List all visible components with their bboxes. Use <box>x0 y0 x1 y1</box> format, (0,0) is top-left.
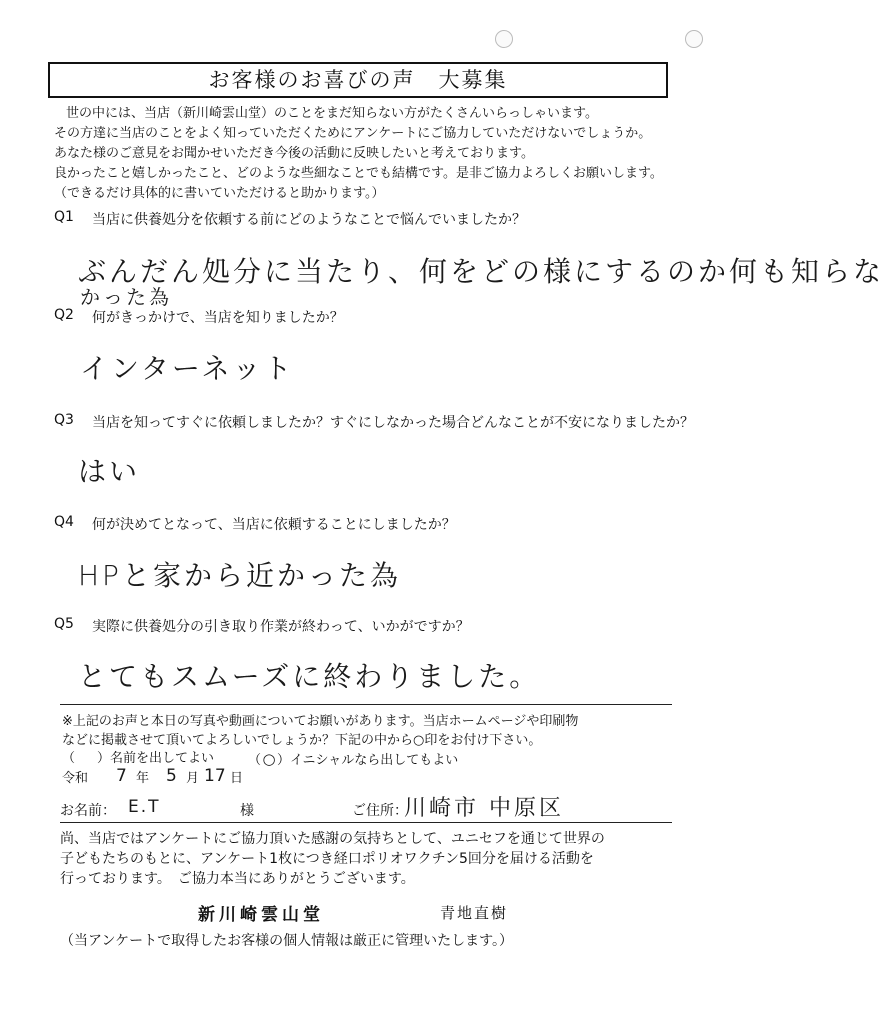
divider <box>60 704 672 705</box>
shop-name: 新川崎雲山堂 <box>198 905 324 925</box>
punch-hole <box>685 30 703 48</box>
option-initials-mark[interactable]: ○ <box>262 750 276 768</box>
question-2-label: Q2 <box>54 307 74 323</box>
name-value: E.T <box>128 797 161 817</box>
footer-line: 尚、当店ではアンケートにご協力頂いた感謝の気持ちとして、ユニセフを通じて世界の <box>60 831 605 847</box>
date-day-value: 17 <box>204 766 226 786</box>
answer-2: インターネット <box>80 352 295 385</box>
punch-hole <box>495 30 513 48</box>
question-4-text: 何が決めてとなって、当店に依頼することにしましたか？ <box>92 517 456 533</box>
address-label: ご住所： <box>352 803 408 819</box>
divider <box>60 822 672 823</box>
option-initials-text: イニシャルなら出してもよい <box>290 753 459 768</box>
answer-1-line-2: かった為 <box>80 285 172 309</box>
date-month-value: 5 <box>166 766 177 786</box>
consent-line: ※上記のお声と本日の写真や動画についてお願いがあります。当店ホームページや印刷物 <box>62 714 579 729</box>
question-1-label: Q1 <box>54 209 74 225</box>
answer-4: HPと家から近かった為 <box>78 559 401 592</box>
intro-line: （できるだけ具体的に書いていただけると助かります。） <box>54 186 385 201</box>
answer-3: はい <box>78 455 141 488</box>
question-3-text: 当店を知ってすぐに依頼しましたか？すぐにしなかった場合どんなことが不安になりましたか？ <box>92 415 694 431</box>
answer-1-line-1: ぶんだん処分に当たり、何をどの様にするのか何も知らな <box>78 255 884 288</box>
date-month-unit: 月 <box>186 771 200 786</box>
date-day-unit: 日 <box>230 771 244 786</box>
option-name-text: 名前を出してよい <box>110 751 215 766</box>
date-year-unit: 年 <box>136 771 150 786</box>
date-year-value: 7 <box>116 766 127 786</box>
footer-line: 子どもたちのもとに、アンケート1枚につき経口ポリオワクチン5回分を届ける活動を <box>60 851 594 867</box>
address-value: 川崎市 中原区 <box>404 796 564 821</box>
intro-line: あなた様のご意見をお聞かせいただき今後の活動に反映したいと考えております。 <box>54 146 534 161</box>
consent-option-name <box>62 750 214 768</box>
option-initials-close-paren: ） <box>277 753 291 768</box>
question-5-text: 実際に供養処分の引き取り作業が終わって、いかがですか？ <box>92 619 470 635</box>
intro-line: 世の中には、当店（新川崎雲山堂）のことをまだ知らない方がたくさんいらっしゃいます。 <box>66 106 598 121</box>
question-1-text: 当店に供養処分を依頼する前にどのようなことで悩んでいましたか？ <box>92 212 526 228</box>
intro-line: 良かったこと嬉しかったこと、どのような些細なことでも結構です。是非ご協力よろしくお願いします。 <box>54 166 663 181</box>
option-initials-open-paren: （ <box>248 753 262 768</box>
name-honorific: 様 <box>240 803 254 819</box>
name-label: お名前： <box>60 803 116 819</box>
question-4-label: Q4 <box>54 514 74 530</box>
option-name-close-paren: ） <box>97 751 111 766</box>
question-5-label: Q5 <box>54 616 74 632</box>
privacy-note: （当アンケートで取得したお客様の個人情報は厳正に管理いたします。） <box>60 933 514 949</box>
intro-line: その方達に当店のことをよく知っていただくためにアンケートにご協力していただけないでしょうか。 <box>54 126 652 141</box>
consent-option-initials <box>248 750 458 770</box>
page-title: お客様のお喜びの声 大募集 <box>48 62 668 98</box>
question-2-text: 何がきっかけで、当店を知りましたか？ <box>92 310 344 326</box>
consent-line: などに掲載させて頂いてよろしいでしょうか？下記の中から○印をお付け下さい。 <box>62 733 542 748</box>
date-era: 令和 <box>62 771 89 786</box>
question-3-label: Q3 <box>54 412 74 428</box>
owner-name: 青地直樹 <box>440 904 509 922</box>
option-name-open-paren: （ <box>62 751 76 766</box>
footer-line: 行っております。 ご協力本当にありがとうございます。 <box>60 871 415 887</box>
answer-5: とてもスムーズに終わりました。 <box>78 660 541 693</box>
